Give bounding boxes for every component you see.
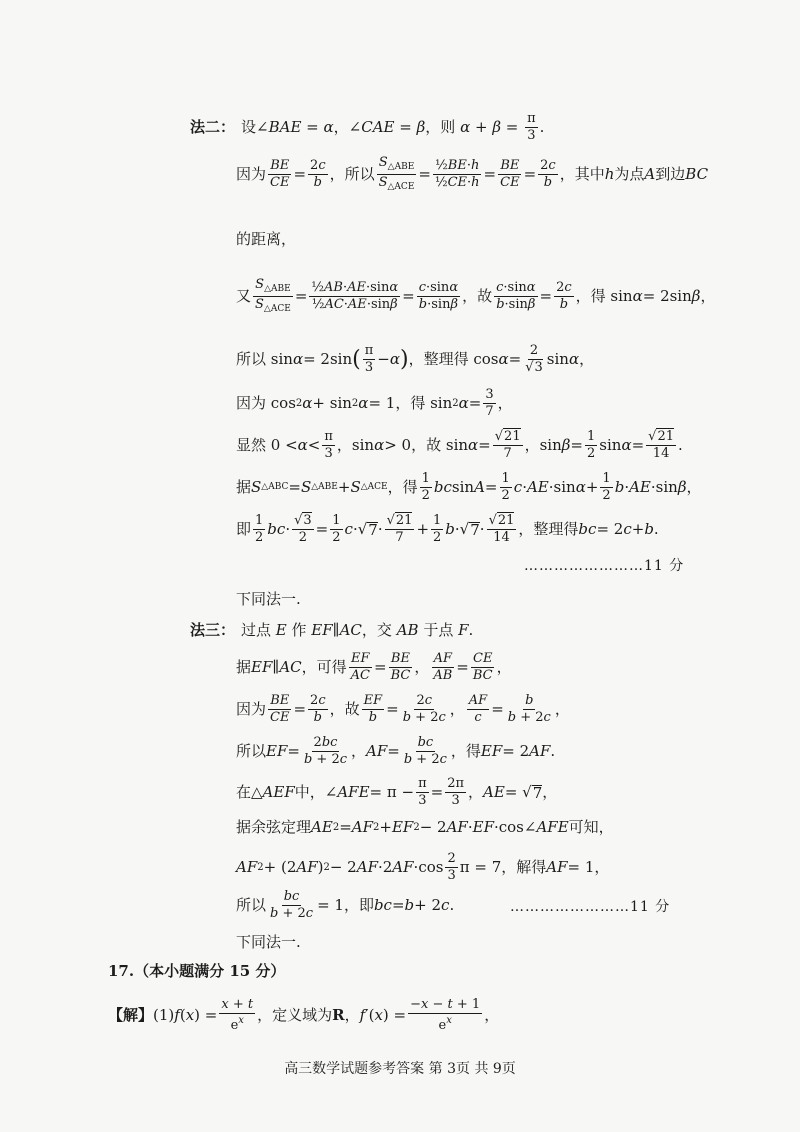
method2-line5: 所以 sin α = 2sin ( $\frac{\pi}{3}$ − α ) ，整理得 cos α = $\frac{2}{√3}$ sin α ， xyxy=(236,343,595,376)
method3-line9: 下同法一. xyxy=(236,933,301,951)
method2-line8: 据 S △ABC = S △ABE + S △ACE ，得 $\frac{1}{2}$ bc sin A = $\frac{1}{2}$ c · AE ·sin α + $\frac{1}{2}$ b · AE ·sin β ， xyxy=(236,471,702,504)
method2-line10: 下同法一. xyxy=(236,590,301,608)
score-11-method3: ……………………11 分 xyxy=(510,899,671,915)
method3-line3: 因为 $\frac{BE}{CE}$ = $\frac{2c}{b}$ ，故 $\frac{EF}{b}$ = $\frac{2c}{b + 2c}$ ， $\frac{AF}{c}$ = $\frac{b}{b + 2c}$ ， xyxy=(236,693,570,726)
method3-line5: 在△ AEF 中，∠ AFE = π − $\frac{\pi}{3}$ = $\frac{2\pi}{3}$ ， AE = √ 7 ， xyxy=(236,776,558,809)
method2-line7: 显然 0 < α < $\frac{\pi}{3}$ ，sin α > 0，故 sin α = $\frac{√21}{7}$ ，sin β = $\frac{1}{2}$ sin α = $\frac{√21}{14}$ . xyxy=(236,429,683,462)
method2-line4: 又 $\frac{S_{\triangle ABE}}{S_{\triangle ACE}}$ = $\frac{\text{½AB·AE·sinα}}{\text{½AC·AE·sinβ}}$ = $\frac{c\cdot\sin\alpha}{b\cdot\sin\beta}$ ，故 $\frac{c\cdot\sin\alpha}{b\cdot\sin\beta}$ = $\frac{2c}{b}$ ，得 sin α = 2sin β ， xyxy=(236,277,716,314)
method2-line6: 因为 cos 2 α + sin 2 α = 1，得 sin 2 α = $\frac{3}{7}$ ， xyxy=(236,387,513,420)
solution-label: 【解】 xyxy=(108,1006,154,1025)
method2-line2: 因为 $\frac{BE}{CE}$ = $\frac{2c}{b}$ ，所以 $\frac{S_{\triangle ABE}}{S_{\triangle ACE}}$ = $\frac{\text{½BE·h}}{\text{½CE·h}}$ = $\frac{BE}{CE}$ = $\frac{2c}{b}$ ，其中 h 为点 A 到边 BC xyxy=(236,155,709,192)
method2-label: 法二： xyxy=(190,118,236,137)
method3-line1: 法三： 过点 E 作 EF∥AC，交 AB 于点 F. xyxy=(190,621,474,639)
method2-line9: 即 $\frac{1}{2}$ bc · $\frac{√3}{2}$ = $\frac{1}{2}$ c ·√ 7 · $\frac{√21}{7}$ + $\frac{1}{2}$ b ·√ 7 · $\frac{√21}{14}$ ，整理得 bc = 2 c + b . xyxy=(236,513,659,546)
score-11-method2: ……………………11 分 xyxy=(524,558,685,574)
method3-line8: 所以 $\frac{bc}{b + 2c}$ = 1，即 bc = b + 2 c . xyxy=(236,889,455,922)
method2-line1: 法二： 设∠BAE = α，∠CAE = β，则 α + β = $\frac{\pi}{3}$ . xyxy=(190,111,545,144)
problem17-solution-line1: 【解】 (1) f ( x ) = $\frac{x + t}{e^x}$ ，定义域为 R ， f ′( x ) = $\frac{-x - t + 1}{e^x}$ ， xyxy=(108,997,500,1034)
method2-line3: 的距离， xyxy=(236,230,297,248)
method3-line6: 据余弦定理 AE 2 = AF 2 + EF 2 − 2 AF · EF ·cos∠ AFE 可知， xyxy=(236,818,614,836)
method3-line4: 所以 EF = $\frac{2bc}{b + 2c}$ ， AF = $\frac{bc}{b + 2c}$ ，得 EF = 2 AF . xyxy=(236,735,556,768)
method3-line7: AF 2 + (2 AF ) 2 − 2 AF ·2 AF ·cos $\frac{2}{3}$ π = 7，解得 AF = 1， xyxy=(236,851,610,884)
page-footer: 高三数学试题参考答案 第 3页 共 9页 xyxy=(284,1061,516,1077)
problem17-header: 17.（本小题满分 15 分） xyxy=(108,962,286,980)
method3-line2: 据 EF ∥ AC ，可得 $\frac{EF}{AC}$ = $\frac{BE}{BC}$ ， $\frac{AF}{AB}$ = $\frac{CE}{BC}$ ， xyxy=(236,651,512,684)
method3-label: 法三： xyxy=(190,621,236,639)
